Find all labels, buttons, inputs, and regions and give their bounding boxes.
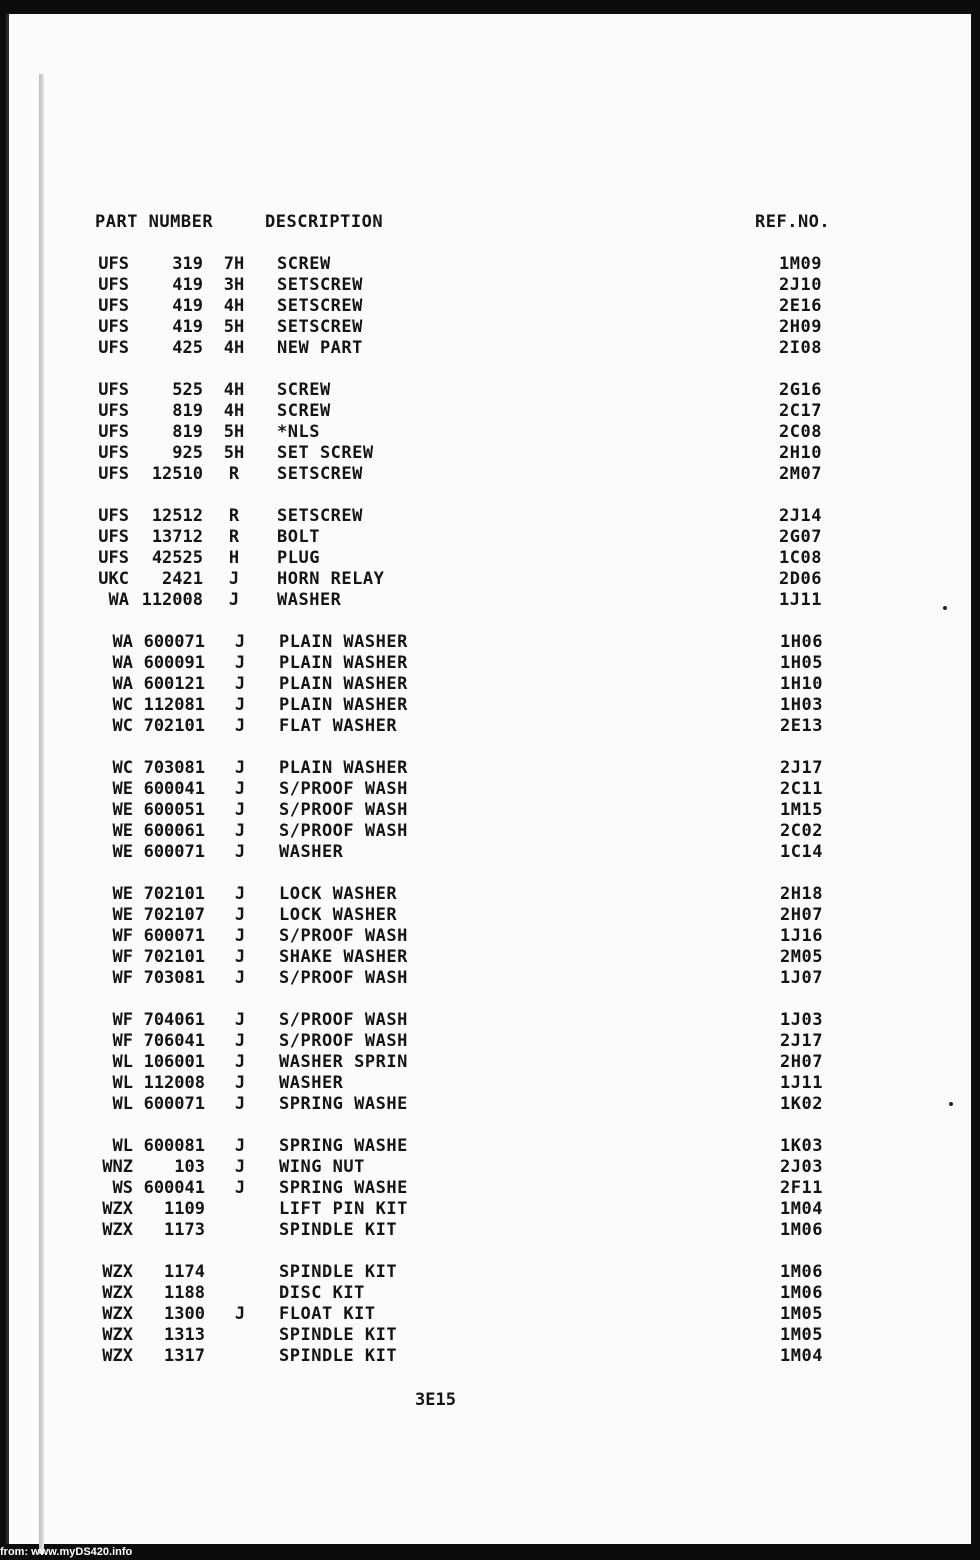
part-ref: 2J10 — [779, 275, 822, 295]
part-description: LIFT PIN KIT — [279, 1199, 408, 1219]
part-number: 2421 — [162, 569, 203, 589]
part-suffix: J — [234, 947, 246, 967]
part-number: 600071 — [143, 1094, 205, 1114]
part-prefix: WL — [112, 1094, 133, 1114]
part-number: 925 — [172, 443, 203, 463]
part-description: SCREW — [277, 401, 331, 421]
part-prefix: UFS — [98, 338, 129, 358]
part-ref: 2F11 — [780, 1178, 823, 1198]
part-number: 419 — [172, 296, 203, 316]
part-description: SPINDLE KIT — [279, 1325, 398, 1345]
part-number: 704061 — [143, 1010, 205, 1030]
part-ref: 2H07 — [780, 905, 823, 925]
part-suffix: J — [234, 968, 246, 988]
part-description: LOCK WASHER — [279, 905, 398, 925]
part-suffix: H — [228, 548, 240, 568]
part-number: 600081 — [143, 1136, 205, 1156]
part-prefix: WL — [112, 1073, 133, 1093]
part-prefix: UFS — [98, 548, 129, 568]
part-description: PLAIN WASHER — [279, 758, 408, 778]
part-number: 600051 — [143, 800, 205, 820]
part-suffix: J — [234, 926, 246, 946]
part-suffix: J — [234, 1178, 246, 1198]
part-number: 12512 — [151, 506, 203, 526]
part-ref: 1J11 — [779, 590, 822, 610]
part-suffix: 4H — [223, 338, 245, 358]
part-description: BOLT — [277, 527, 320, 547]
part-prefix: WC — [112, 695, 133, 715]
part-description: PLAIN WASHER — [279, 632, 408, 652]
part-prefix: WF — [112, 1031, 133, 1051]
part-number: 600091 — [143, 653, 205, 673]
part-prefix: UKC — [98, 569, 129, 589]
part-suffix: R — [228, 464, 240, 484]
part-description: PLAIN WASHER — [279, 695, 408, 715]
part-ref: 2E16 — [779, 296, 822, 316]
part-prefix: WZX — [102, 1346, 133, 1366]
part-suffix: J — [234, 1052, 246, 1072]
part-suffix: J — [228, 590, 240, 610]
part-ref: 2E13 — [780, 716, 823, 736]
part-suffix: 3H — [223, 275, 245, 295]
part-number: 702101 — [143, 947, 205, 967]
part-description: SHAKE WASHER — [279, 947, 408, 967]
part-prefix: WL — [112, 1052, 133, 1072]
part-suffix: J — [234, 905, 246, 925]
part-suffix: 5H — [223, 317, 245, 337]
part-suffix: J — [234, 884, 246, 904]
part-description: HORN RELAY — [277, 569, 385, 589]
part-suffix: J — [234, 842, 246, 862]
part-description: WING NUT — [279, 1157, 365, 1177]
part-description: PLUG — [277, 548, 320, 568]
part-ref: 1H05 — [780, 653, 823, 673]
part-number: 319 — [172, 254, 203, 274]
part-description: S/PROOF WASH — [279, 1010, 408, 1030]
part-description: SETSCREW — [277, 296, 363, 316]
part-prefix: WE — [112, 905, 133, 925]
part-suffix: 7H — [223, 254, 245, 274]
part-description: SPINDLE KIT — [279, 1220, 398, 1240]
part-number: 42525 — [151, 548, 203, 568]
part-prefix: WF — [112, 968, 133, 988]
part-prefix: WF — [112, 1010, 133, 1030]
speck — [943, 606, 947, 610]
part-number: 600071 — [143, 842, 205, 862]
part-suffix: J — [234, 758, 246, 778]
part-description: SCREW — [277, 380, 331, 400]
part-prefix: WC — [112, 716, 133, 736]
part-number: 103 — [174, 1157, 205, 1177]
part-prefix: WZX — [102, 1262, 133, 1282]
part-ref: 2H07 — [780, 1052, 823, 1072]
part-ref: 2M05 — [780, 947, 823, 967]
part-description: WASHER — [279, 1073, 344, 1093]
part-description: WASHER SPRIN — [279, 1052, 408, 1072]
part-ref: 1H10 — [780, 674, 823, 694]
part-number: 600071 — [143, 926, 205, 946]
part-prefix: WZX — [102, 1283, 133, 1303]
part-ref: 2J17 — [780, 758, 823, 778]
part-description: SET SCREW — [277, 443, 374, 463]
part-number: 425 — [172, 338, 203, 358]
part-prefix: WE — [112, 800, 133, 820]
part-suffix: R — [228, 506, 240, 526]
part-number: 1188 — [164, 1283, 205, 1303]
part-number: 600121 — [143, 674, 205, 694]
part-ref: 2M07 — [779, 464, 822, 484]
part-suffix: J — [234, 1031, 246, 1051]
part-description: SETSCREW — [277, 317, 363, 337]
part-prefix: WF — [112, 926, 133, 946]
part-number: 106001 — [143, 1052, 205, 1072]
part-description: FLOAT KIT — [279, 1304, 376, 1324]
part-ref: 2H10 — [779, 443, 822, 463]
part-suffix: J — [228, 569, 240, 589]
part-number: 702101 — [143, 716, 205, 736]
part-prefix: WC — [112, 758, 133, 778]
part-description: PLAIN WASHER — [279, 674, 408, 694]
part-ref: 2C17 — [779, 401, 822, 421]
part-prefix: WA — [112, 653, 133, 673]
part-ref: 1M06 — [780, 1262, 823, 1282]
part-number: 112008 — [141, 590, 203, 610]
part-prefix: WF — [112, 947, 133, 967]
header-part-number: PART NUMBER — [95, 212, 214, 232]
part-description: S/PROOF WASH — [279, 968, 408, 988]
part-number: 1313 — [164, 1325, 205, 1345]
part-prefix: WE — [112, 779, 133, 799]
part-prefix: WZX — [102, 1325, 133, 1345]
part-description: SETSCREW — [277, 506, 363, 526]
part-prefix: WE — [112, 821, 133, 841]
part-number: 13712 — [151, 527, 203, 547]
part-description: *NLS — [277, 422, 320, 442]
part-number: 600041 — [143, 779, 205, 799]
part-number: 819 — [172, 422, 203, 442]
header-description: DESCRIPTION — [265, 212, 384, 232]
part-description: WASHER — [277, 590, 342, 610]
part-prefix: WZX — [102, 1220, 133, 1240]
part-description: PLAIN WASHER — [279, 653, 408, 673]
part-ref: 1J11 — [780, 1073, 823, 1093]
part-description: DISC KIT — [279, 1283, 365, 1303]
part-number: 1109 — [164, 1199, 205, 1219]
part-prefix: WZX — [102, 1199, 133, 1219]
part-description: SETSCREW — [277, 464, 363, 484]
part-number: 525 — [172, 380, 203, 400]
part-prefix: WL — [112, 1136, 133, 1156]
part-ref: 1J16 — [780, 926, 823, 946]
part-prefix: UFS — [98, 464, 129, 484]
part-prefix: WE — [112, 884, 133, 904]
part-ref: 1M05 — [780, 1325, 823, 1345]
part-prefix: WZX — [102, 1304, 133, 1324]
part-number: 706041 — [143, 1031, 205, 1051]
part-number: 703081 — [143, 758, 205, 778]
part-suffix: J — [234, 779, 246, 799]
part-number: 112081 — [143, 695, 205, 715]
part-ref: 1M04 — [780, 1199, 823, 1219]
part-ref: 1M06 — [780, 1220, 823, 1240]
part-number: 703081 — [143, 968, 205, 988]
part-description: S/PROOF WASH — [279, 926, 408, 946]
part-suffix: J — [234, 1073, 246, 1093]
part-suffix: 5H — [223, 443, 245, 463]
part-ref: 2G07 — [779, 527, 822, 547]
part-description: S/PROOF WASH — [279, 800, 408, 820]
part-description: SPINDLE KIT — [279, 1346, 398, 1366]
part-ref: 1M15 — [780, 800, 823, 820]
part-ref: 2J14 — [779, 506, 822, 526]
part-number: 600041 — [143, 1178, 205, 1198]
speck — [949, 1102, 953, 1106]
part-prefix: UFS — [98, 527, 129, 547]
part-prefix: UFS — [98, 296, 129, 316]
part-prefix: UFS — [98, 275, 129, 295]
part-suffix: J — [234, 695, 246, 715]
part-prefix: UFS — [98, 254, 129, 274]
part-ref: 1J03 — [780, 1010, 823, 1030]
part-suffix: J — [234, 1157, 246, 1177]
source-caption: from: www.myDS420.info — [0, 1546, 133, 1558]
part-ref: 1K02 — [780, 1094, 823, 1114]
part-ref: 2J17 — [780, 1031, 823, 1051]
part-ref: 2G16 — [779, 380, 822, 400]
part-number: 702107 — [143, 905, 205, 925]
part-ref: 1C14 — [780, 842, 823, 862]
part-suffix: J — [234, 800, 246, 820]
part-suffix: J — [234, 716, 246, 736]
part-number: 112008 — [143, 1073, 205, 1093]
part-number: 1173 — [164, 1220, 205, 1240]
binding-shadow — [39, 74, 44, 1554]
part-suffix: J — [234, 1010, 246, 1030]
part-ref: 1M05 — [780, 1304, 823, 1324]
part-ref: 1M04 — [780, 1346, 823, 1366]
part-suffix: 4H — [223, 380, 245, 400]
part-ref: 2C08 — [779, 422, 822, 442]
part-description: WASHER — [279, 842, 344, 862]
part-number: 12510 — [151, 464, 203, 484]
part-description: SPINDLE KIT — [279, 1262, 398, 1282]
part-suffix: J — [234, 1304, 246, 1324]
part-prefix: WA — [108, 590, 129, 610]
part-ref: 2D06 — [779, 569, 822, 589]
part-description: FLAT WASHER — [279, 716, 398, 736]
part-suffix: 4H — [223, 401, 245, 421]
part-number: 702101 — [143, 884, 205, 904]
part-ref: 1H03 — [780, 695, 823, 715]
part-ref: 2C02 — [780, 821, 823, 841]
document-page — [6, 14, 971, 1544]
part-ref: 1J07 — [780, 968, 823, 988]
part-ref: 2H18 — [780, 884, 823, 904]
part-number: 1174 — [164, 1262, 205, 1282]
part-prefix: UFS — [98, 401, 129, 421]
part-prefix: WS — [112, 1178, 133, 1198]
part-ref: 1K03 — [780, 1136, 823, 1156]
part-suffix: J — [234, 653, 246, 673]
page-label: 3E15 — [415, 1390, 456, 1410]
part-number: 419 — [172, 275, 203, 295]
part-description: S/PROOF WASH — [279, 821, 408, 841]
part-suffix: 5H — [223, 422, 245, 442]
header-ref-no: REF.NO. — [755, 212, 831, 232]
part-suffix: J — [234, 674, 246, 694]
part-ref: 1M06 — [780, 1283, 823, 1303]
part-prefix: UFS — [98, 506, 129, 526]
part-description: SPRING WASHE — [279, 1136, 408, 1156]
part-suffix: J — [234, 821, 246, 841]
part-number: 1300 — [164, 1304, 205, 1324]
part-number: 819 — [172, 401, 203, 421]
part-ref: 2H09 — [779, 317, 822, 337]
part-suffix: J — [234, 1136, 246, 1156]
part-ref: 1H06 — [780, 632, 823, 652]
part-prefix: UFS — [98, 422, 129, 442]
part-ref: 2I08 — [779, 338, 822, 358]
part-description: LOCK WASHER — [279, 884, 398, 904]
part-description: SCREW — [277, 254, 331, 274]
part-suffix: J — [234, 632, 246, 652]
part-description: S/PROOF WASH — [279, 779, 408, 799]
part-ref: 1C08 — [779, 548, 822, 568]
part-suffix: 4H — [223, 296, 245, 316]
part-description: SPRING WASHE — [279, 1178, 408, 1198]
part-prefix: WE — [112, 842, 133, 862]
part-suffix: J — [234, 1094, 246, 1114]
part-prefix: WA — [112, 674, 133, 694]
part-ref: 2J03 — [780, 1157, 823, 1177]
part-prefix: WA — [112, 632, 133, 652]
part-description: SETSCREW — [277, 275, 363, 295]
part-ref: 2C11 — [780, 779, 823, 799]
part-description: S/PROOF WASH — [279, 1031, 408, 1051]
part-number: 600061 — [143, 821, 205, 841]
part-description: SPRING WASHE — [279, 1094, 408, 1114]
part-ref: 1M09 — [779, 254, 822, 274]
part-number: 1317 — [164, 1346, 205, 1366]
part-prefix: UFS — [98, 443, 129, 463]
part-description: NEW PART — [277, 338, 363, 358]
part-prefix: WNZ — [102, 1157, 133, 1177]
part-suffix: R — [228, 527, 240, 547]
part-number: 600071 — [143, 632, 205, 652]
part-prefix: UFS — [98, 380, 129, 400]
part-number: 419 — [172, 317, 203, 337]
part-prefix: UFS — [98, 317, 129, 337]
